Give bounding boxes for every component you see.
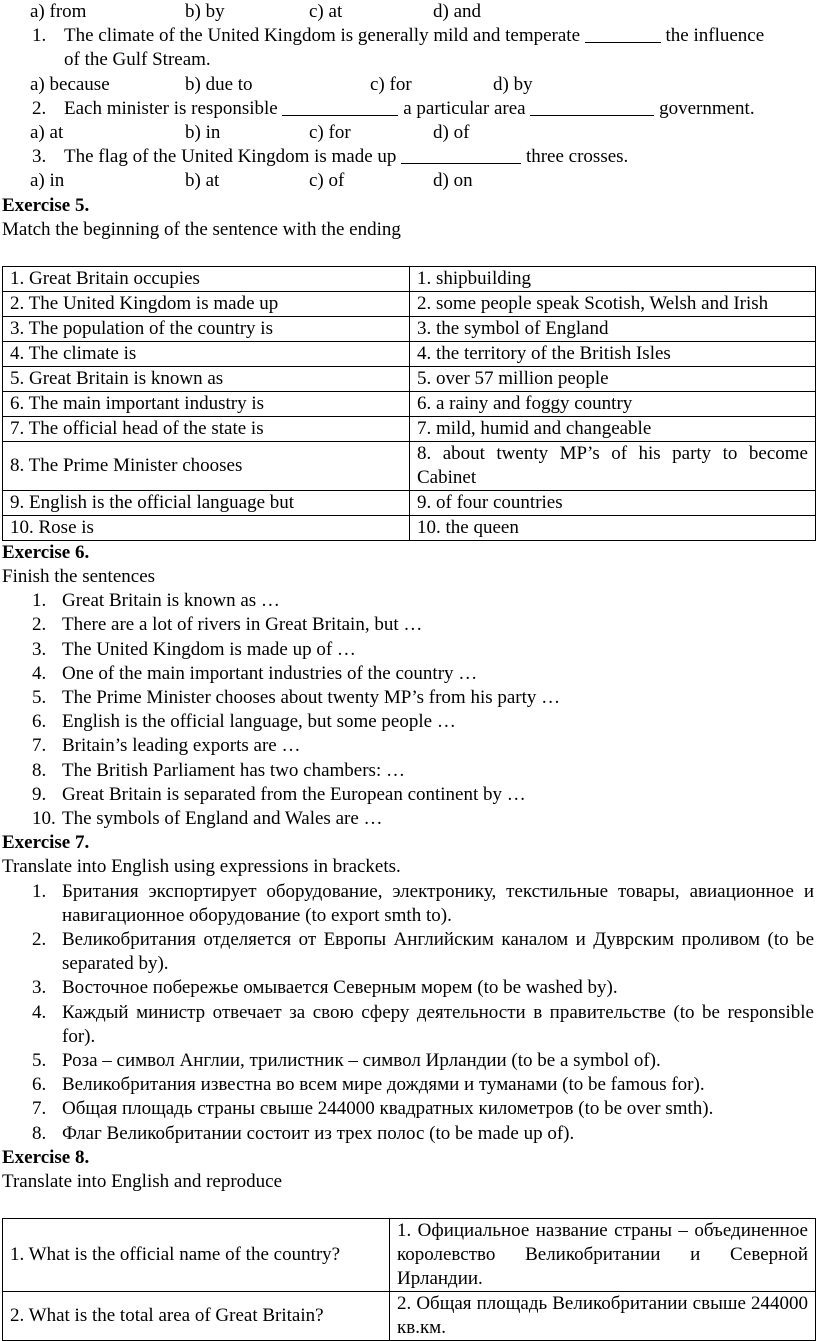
question-text: the influence xyxy=(660,25,765,47)
item-number: 1. xyxy=(32,25,47,47)
answer-blank xyxy=(401,145,521,164)
list-item xyxy=(2,880,814,928)
item-text: The symbols of England and Wales are … xyxy=(62,808,383,830)
table-row xyxy=(3,515,816,540)
question-item xyxy=(2,97,814,121)
question-cell: 1. What is the official name of the country? xyxy=(3,1219,390,1292)
option: b) in xyxy=(185,121,221,143)
answer-options-line xyxy=(2,0,814,24)
question-text: The flag of the United Kingdom is made up xyxy=(64,146,402,168)
option: a) from xyxy=(30,1,87,22)
option: c) at xyxy=(309,1,343,22)
sentence-beginning-cell: 6. The main important industry is xyxy=(3,391,410,416)
item-number: 4. xyxy=(32,662,47,684)
document-page xyxy=(2,0,814,1341)
question-text: The climate of the United Kingdom is generally mild and temperate xyxy=(64,25,581,47)
list-item xyxy=(2,613,814,637)
item-number: 3. xyxy=(32,977,47,999)
answer-options-line xyxy=(2,169,814,193)
answer-blank xyxy=(530,97,654,116)
list-item xyxy=(2,783,814,807)
item-text: English is the official language, but some people … xyxy=(62,711,456,733)
list-item xyxy=(2,1001,814,1049)
option: c) for xyxy=(370,73,412,95)
item-number: 2. xyxy=(32,97,47,119)
sentence-beginning-cell: 5. Great Britain is known as xyxy=(3,366,410,391)
sentence-ending-cell: 5. over 57 million people xyxy=(410,366,816,391)
sentence-ending-cell: 6. a rainy and foggy country xyxy=(410,391,816,416)
question-cell: 2. What is the total area of Great Britain? xyxy=(3,1292,390,1341)
exercise-5-title: Exercise 5. xyxy=(2,194,90,216)
list-item xyxy=(2,638,814,662)
exercise-7-list xyxy=(2,880,814,1146)
item-text: Каждый министр отвечает за свою сферу деятельности в правительстве (to be responsible for). xyxy=(62,1001,814,1047)
item-text: Britain’s leading exports are … xyxy=(62,735,301,757)
answer-blank xyxy=(585,24,661,43)
question-text: of the Gulf Stream. xyxy=(64,49,211,71)
item-number: 2. xyxy=(32,929,47,951)
table-row xyxy=(3,366,816,391)
item-text: The British Parliament has two chambers: … xyxy=(62,759,405,781)
option: a) because xyxy=(30,73,110,95)
item-number: 1. xyxy=(32,590,47,612)
item-text: The United Kingdom is made up of … xyxy=(62,638,356,660)
sentence-beginning-cell: 7. The official head of the state is xyxy=(3,416,410,441)
item-text: One of the main important industries of the country … xyxy=(62,662,478,684)
item-text: Британия экспортирует оборудование, электронику, текстильные товары, авиационное и навигационное оборудование (to export smth to). xyxy=(62,880,814,926)
sentence-beginning-cell: 2. The United Kingdom is made up xyxy=(3,291,410,316)
item-text: Флаг Великобритании состоит из трех полос (to be made up of). xyxy=(62,1122,575,1144)
list-item xyxy=(2,976,814,1000)
table-row xyxy=(3,441,816,490)
exercise-6-list xyxy=(2,589,814,831)
answer-options-line xyxy=(2,121,814,145)
table-row xyxy=(3,1219,816,1292)
sentence-beginning-cell: 9. English is the official language but xyxy=(3,490,410,515)
table-row xyxy=(3,266,816,291)
exercise-6-instruction: Finish the sentences xyxy=(2,566,156,588)
answer-blank xyxy=(282,97,398,116)
option: b) due to xyxy=(185,73,253,95)
item-number: 4. xyxy=(32,1001,47,1023)
question-text: a particular area xyxy=(398,97,531,119)
answer-cell: 1. Официальное название страны – объединенное королевство Великобритании и Северной Ирландии. xyxy=(390,1219,816,1292)
table-row xyxy=(3,1292,816,1341)
exercise-7-title: Exercise 7. xyxy=(2,832,90,854)
item-number: 7. xyxy=(32,1098,47,1120)
list-item xyxy=(2,662,814,686)
list-item xyxy=(2,807,814,831)
item-text: Роза – символ Англии, трилистник – символ Ирландии (to be a symbol of). xyxy=(62,1050,661,1072)
item-text: Восточное побережье омывается Северным морем (to be washed by). xyxy=(62,977,618,999)
item-text: There are a lot of rivers in Great Britain, but … xyxy=(62,614,423,636)
answer-options-line xyxy=(2,73,814,97)
item-number: 3. xyxy=(32,638,47,660)
item-number: 5. xyxy=(32,687,47,709)
item-number: 6. xyxy=(32,1074,47,1096)
sentence-beginning-cell: 8. The Prime Minister chooses xyxy=(3,441,410,490)
option: d) on xyxy=(433,170,473,192)
item-text: Великобритания отделяется от Европы Английским каналом и Дуврским проливом (to be separated by). xyxy=(62,929,814,975)
sentence-beginning-cell: 3. The population of the country is xyxy=(3,316,410,341)
list-item xyxy=(2,734,814,758)
item-text: Great Britain is known as … xyxy=(62,590,280,612)
question-text: government. xyxy=(654,97,755,119)
answer-cell: 2. Общая площадь Великобритании свыше 244000 кв.км. xyxy=(390,1292,816,1341)
question-continuation xyxy=(2,48,814,72)
sentence-ending-cell: 2. some people speak Scotish, Welsh and Irish xyxy=(410,291,816,316)
list-item xyxy=(2,1122,814,1146)
exercise-6-title: Exercise 6. xyxy=(2,541,90,563)
list-item xyxy=(2,1073,814,1097)
exercise-7-instruction: Translate into English using expressions in brackets. xyxy=(2,856,401,878)
table-row xyxy=(3,490,816,515)
exercise-5-instruction: Match the beginning of the sentence with the ending xyxy=(2,218,401,240)
list-item xyxy=(2,710,814,734)
option: d) of xyxy=(433,121,470,143)
item-text: The Prime Minister chooses about twenty MP’s from his party … xyxy=(62,687,561,709)
sentence-ending-cell: 4. the territory of the British Isles xyxy=(410,341,816,366)
table-row xyxy=(3,316,816,341)
table-row xyxy=(3,341,816,366)
sentence-beginning-cell: 4. The climate is xyxy=(3,341,410,366)
option: c) for xyxy=(309,121,351,143)
matching-table xyxy=(2,266,816,541)
table-row xyxy=(3,291,816,316)
question-item xyxy=(2,145,814,169)
sentence-ending-cell: 9. of four countries xyxy=(410,490,816,515)
item-number: 8. xyxy=(32,1122,47,1144)
exercise-8-instruction: Translate into English and reproduce xyxy=(2,1171,283,1193)
list-item xyxy=(2,589,814,613)
item-number: 1. xyxy=(32,880,47,902)
list-item xyxy=(2,928,814,976)
item-number: 3. xyxy=(32,146,47,168)
list-item xyxy=(2,686,814,710)
item-text: Общая площадь страны свыше 244000 квадратных километров (to be over smth). xyxy=(62,1098,714,1120)
option: d) and xyxy=(433,1,482,22)
item-number: 10. xyxy=(32,808,56,830)
sentence-ending-cell: 7. mild, humid and changeable xyxy=(410,416,816,441)
item-number: 2. xyxy=(32,614,47,636)
table-row xyxy=(3,391,816,416)
item-text: Great Britain is separated from the European continent by … xyxy=(62,783,526,805)
option: a) in xyxy=(30,170,65,192)
item-number: 5. xyxy=(32,1050,47,1072)
option: a) at xyxy=(30,121,64,143)
sentence-beginning-cell: 1. Great Britain occupies xyxy=(3,266,410,291)
translation-table xyxy=(2,1218,816,1341)
option: c) of xyxy=(309,170,345,192)
list-item xyxy=(2,1097,814,1121)
option: d) by xyxy=(493,73,533,95)
question-text: three crosses. xyxy=(521,146,629,168)
item-number: 6. xyxy=(32,711,47,733)
item-number: 9. xyxy=(32,783,47,805)
sentence-ending-cell: 10. the queen xyxy=(410,515,816,540)
option: b) by xyxy=(185,1,225,22)
sentence-ending-cell: 1. shipbuilding xyxy=(410,266,816,291)
item-number: 7. xyxy=(32,735,47,757)
option: b) at xyxy=(185,170,220,192)
sentence-beginning-cell: 10. Rose is xyxy=(3,515,410,540)
table-row xyxy=(3,416,816,441)
list-item xyxy=(2,1049,814,1073)
sentence-ending-cell: 3. the symbol of England xyxy=(410,316,816,341)
question-text: Each minister is responsible xyxy=(64,97,283,119)
question-item xyxy=(2,24,814,48)
item-text: Великобритания известна во всем мире дождями и туманами (to be famous for). xyxy=(62,1074,705,1096)
item-number: 8. xyxy=(32,759,47,781)
list-item xyxy=(2,759,814,783)
sentence-ending-cell: 8. about twenty MP’s of his party to become Cabinet xyxy=(410,441,816,490)
exercise-8-title: Exercise 8. xyxy=(2,1146,90,1168)
